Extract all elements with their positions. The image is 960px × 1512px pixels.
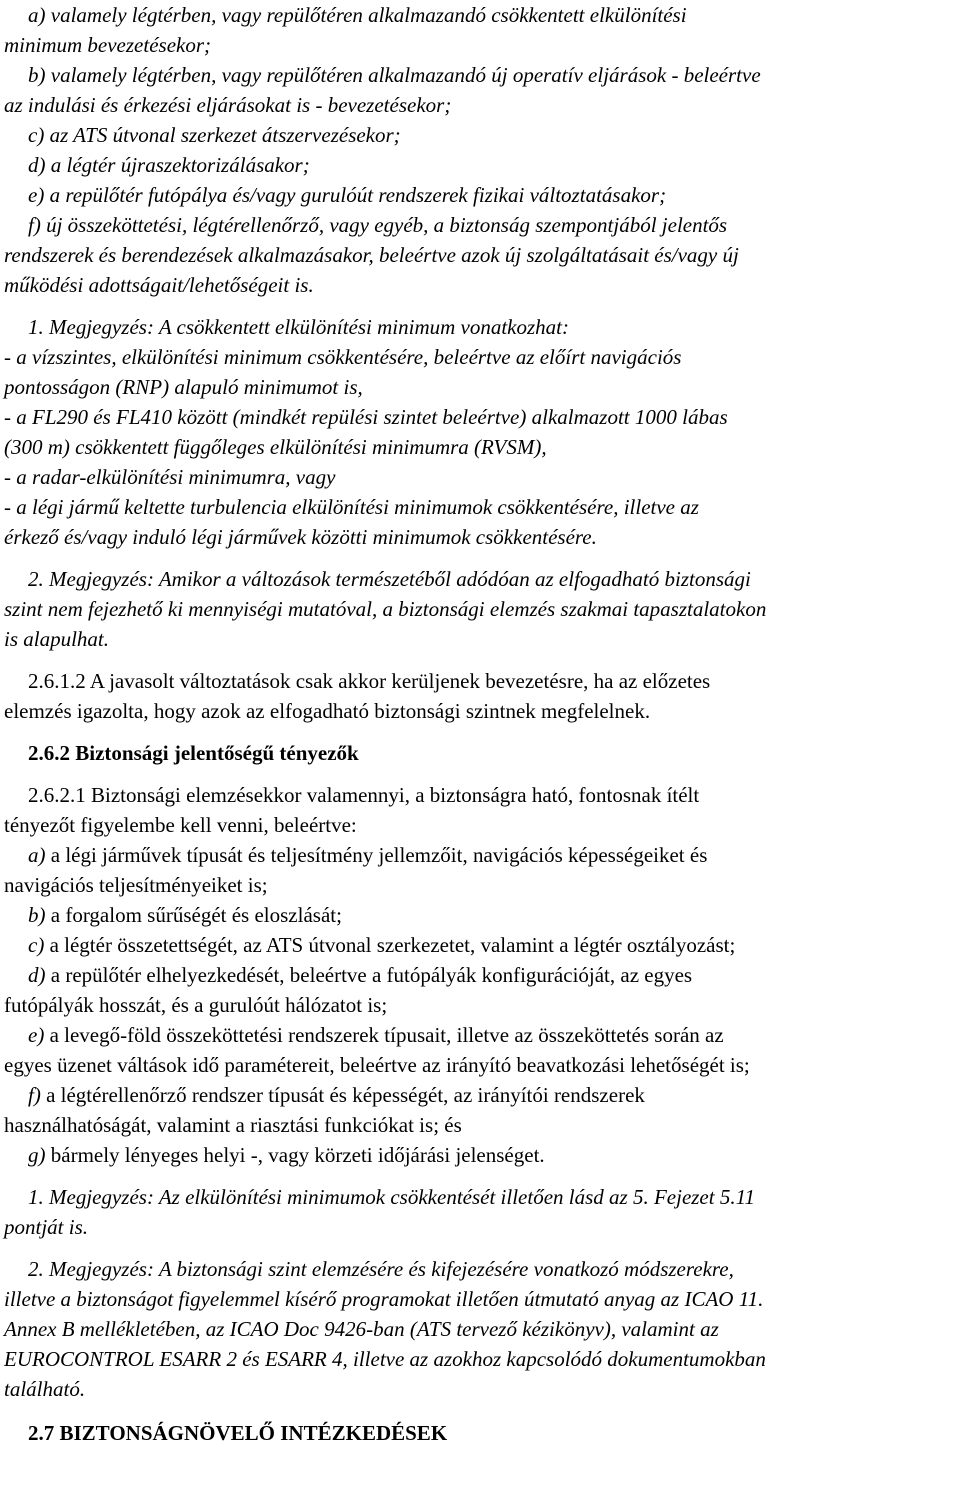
text-line: rendszerek és berendezések alkalmazásakor, beleértve azok új szolgáltatásait és/vagy új: [4, 243, 739, 267]
item-label: f): [28, 1083, 41, 1107]
text-line: - a légi jármű keltette turbulencia elkülönítési minimumok csökkentésére, illetve az: [4, 495, 699, 519]
note-1-heading: 1. Megjegyzés: A csökkentett elkülönítési minimum vonatkozhat:: [28, 315, 569, 339]
item-label: a): [28, 843, 46, 867]
text-line: tényezőt figyelembe kell venni, beleértve:: [4, 813, 357, 837]
text-line: az indulási és érkezési eljárásokat is - bevezetésekor;: [4, 93, 452, 117]
text-line: illetve a biztonságot figyelemmel kísérő programokat illetően útmutató anyag az ICAO 11.: [4, 1287, 764, 1311]
text-line: - a radar-elkülönítési minimumra, vagy: [4, 465, 336, 489]
text-line: Annex B mellékletében, az ICAO Doc 9426-ban (ATS tervező kézikönyv), valamint az: [4, 1317, 719, 1341]
list-item-c: c) az ATS útvonal szerkezet átszervezésekor;: [28, 123, 401, 147]
text-line: található.: [4, 1377, 86, 1401]
text-line: navigációs teljesítményeiket is;: [4, 873, 268, 897]
factor-item-e: e) a levegő-föld összeköttetési rendszerek típusait, illetve az összeköttetés során az: [28, 1023, 724, 1047]
list-item-a: a) valamely légtérben, vagy repülőtéren alkalmazandó csökkentett elkülönítési: [28, 3, 687, 27]
item-label: d): [28, 963, 46, 987]
section-heading-2-6-2: 2.6.2 Biztonsági jelentőségű tényezők: [28, 741, 359, 765]
text-line: minimum bevezetésekor;: [4, 33, 212, 57]
list-item-d: d) a légtér újraszektorizálásakor;: [28, 153, 310, 177]
text-line: szint nem fejezhető ki mennyiségi mutatóval, a biztonsági elemzés szakmai tapasztalatokon: [4, 597, 767, 621]
item-label: g): [28, 1143, 46, 1167]
item-label: b): [28, 903, 46, 927]
factor-item-d: d) a repülőtér elhelyezkedését, beleértve a futópályák konfigurációját, az egyes: [28, 963, 693, 987]
text-line: pontosságon (RNP) alapuló minimumot is,: [4, 375, 363, 399]
paragraph-2-6-1-2: 2.6.1.2 A javasolt változtatások csak akkor kerüljenek bevezetésre, ha az előzetes: [28, 669, 711, 693]
factor-item-f: f) a légtérellenőrző rendszer típusát és képességét, az irányítói rendszerek: [28, 1083, 645, 1107]
text-line: - a FL290 és FL410 között (mindkét repülési szintet beleértve) alkalmazott 1000 lábas: [4, 405, 728, 429]
paragraph-2-6-2-1: 2.6.2.1 Biztonsági elemzésekkor valamennyi, a biztonságra ható, fontosnak ítélt: [28, 783, 700, 807]
text-line: egyes üzenet váltások idő paramétereit, beleértve az irányító beavatkozási lehetőségét is;: [4, 1053, 750, 1077]
note-4-heading: 2. Megjegyzés: A biztonsági szint elemzésére és kifejezésére vonatkozó módszerekre,: [28, 1257, 734, 1281]
text-line: pontját is.: [4, 1215, 89, 1239]
note-2-heading: 2. Megjegyzés: Amikor a változások természetéből adódóan az elfogadható biztonsági: [28, 567, 751, 591]
section-heading-2-7: 2.7 BIZTONSÁGNÖVELŐ INTÉZKEDÉSEK: [28, 1421, 448, 1445]
factor-item-a: a) a légi járművek típusát és teljesítmény jellemzőit, navigációs képességeiket és: [28, 843, 708, 867]
note-3-heading: 1. Megjegyzés: Az elkülönítési minimumok csökkentését illetően lásd az 5. Fejezet 5.11: [28, 1185, 756, 1209]
factor-item-c: c) a légtér összetettségét, az ATS útvonal szerkezetet, valamint a légtér osztályozást;: [28, 933, 736, 957]
text-line: is alapulhat.: [4, 627, 110, 651]
text-line: érkező és/vagy induló légi járművek közötti minimumok csökkentésére.: [4, 525, 597, 549]
text-line: használhatóságát, valamint a riasztási funkciókat is; és: [4, 1113, 462, 1137]
text-line: (300 m) csökkentett függőleges elkülönítési minimumra (RVSM),: [4, 435, 547, 459]
factor-item-g: g) bármely lényeges helyi -, vagy körzeti időjárási jelenséget.: [28, 1143, 545, 1167]
text-line: működési adottságait/lehetőségeit is.: [4, 273, 314, 297]
item-label: c): [28, 933, 45, 957]
list-item-e: e) a repülőtér futópálya és/vagy gurulóút rendszerek fizikai változtatásakor;: [28, 183, 667, 207]
text-line: futópályák hosszát, és a gurulóút hálózatot is;: [4, 993, 388, 1017]
factor-item-b: b) a forgalom sűrűségét és eloszlását;: [28, 903, 342, 927]
text-line: elemzés igazolta, hogy azok az elfogadható biztonsági szintnek megfelelnek.: [4, 699, 651, 723]
list-item-f: f) új összeköttetési, légtérellenőrző, vagy egyéb, a biztonság szempontjából jelentős: [28, 213, 728, 237]
text-line: - a vízszintes, elkülönítési minimum csökkentésére, beleértve az előírt navigációs: [4, 345, 682, 369]
text-line: EUROCONTROL ESARR 2 és ESARR 4, illetve az azokhoz kapcsolódó dokumentumokban: [4, 1347, 766, 1371]
list-item-b: b) valamely légtérben, vagy repülőtéren alkalmazandó új operatív eljárások - beleértve: [28, 63, 761, 87]
item-label: e): [28, 1023, 45, 1047]
